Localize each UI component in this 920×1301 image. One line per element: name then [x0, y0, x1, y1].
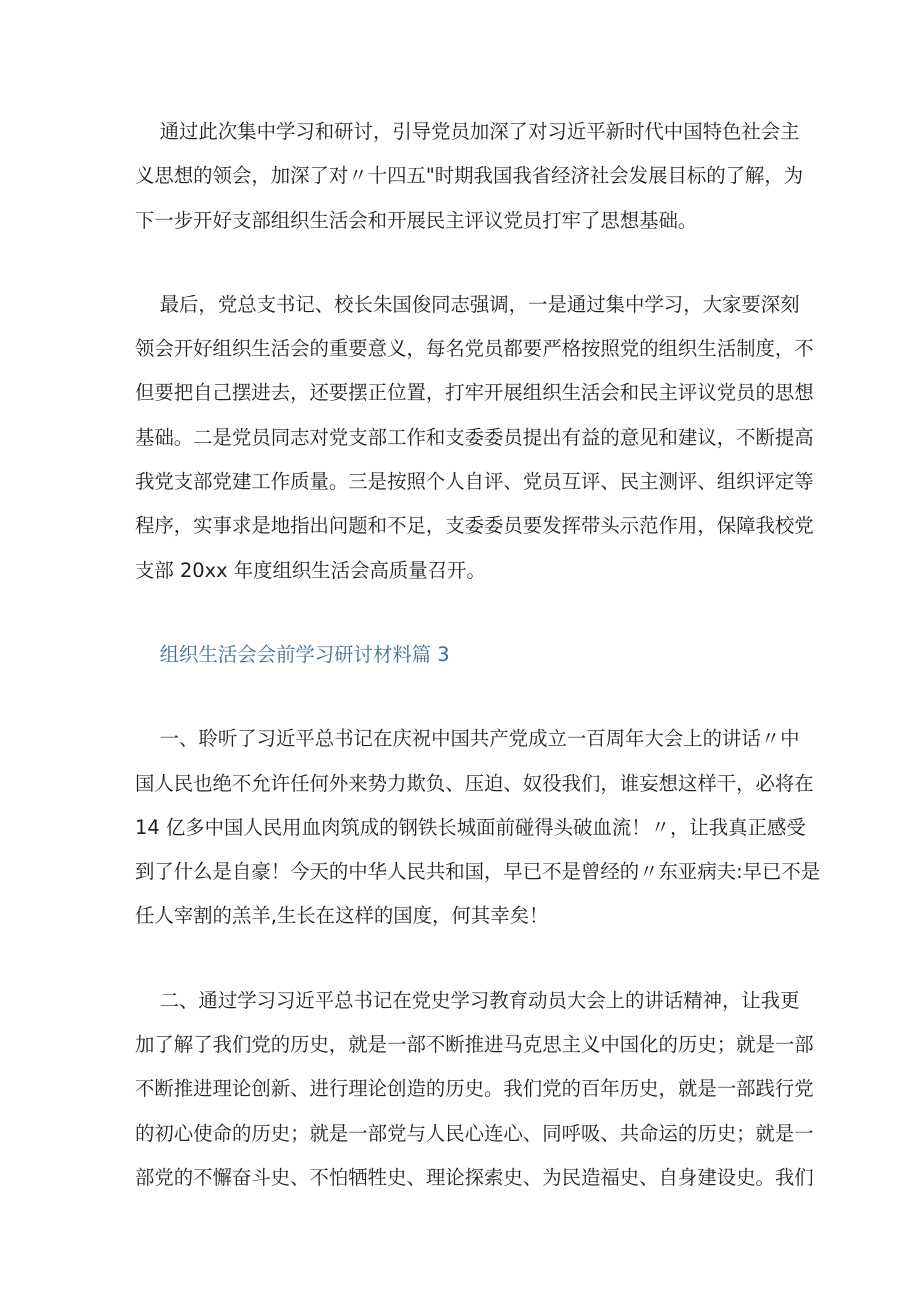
paragraph	[135, 979, 814, 1200]
paragraph-line: 的初心使命的历史；就是一部党与人民心连心、同呼吸、共命运的历史；就是一	[135, 1121, 814, 1145]
paragraph-line: 任人宰割的羔羊,生长在这样的国度，何其幸矣！	[135, 904, 549, 928]
paragraph-spacer	[135, 677, 785, 717]
paragraph-line: 国人民也绝不允许任何外来势力欺负、压迫、奴役我们，谁妄想这样干，必将在	[135, 771, 814, 795]
paragraph-line: 义思想的领会，加深了对〃十四五"时期我国我省经济社会发展目标的了解，为	[135, 164, 804, 188]
paragraph-line: 到了什么是自豪！今天的中华人民共和国，早已不是曾经的〃东亚病夫:早已不是	[135, 860, 821, 884]
paragraph-spacer	[135, 243, 785, 283]
paragraph-line: 不断推进理论创新、进行理论创造的历史。我们党的百年历史，就是一部践行党	[135, 1077, 814, 1101]
paragraph-line: 加了解了我们党的历史，就是一部不断推进马克思主义中国化的历史；就是一部	[135, 1033, 814, 1057]
paragraph-line: 程序，实事求是地指出问题和不足，支委委员要发挥带头示范作用，保障我校党	[135, 514, 814, 538]
paragraph-spacer	[135, 593, 785, 633]
paragraph	[135, 110, 804, 243]
paragraph	[135, 717, 821, 938]
paragraph-line: 领会开好组织生活会的重要意义，每名党员都要严格按照党的组织生活制度，不	[135, 337, 814, 361]
paragraph-line: 一、聆听了习近平总书记在庆祝中国共产党成立一百周年大会上的讲话〃中	[135, 727, 800, 751]
paragraph-line: 下一步开好支部组织生活会和开展民主评议党员打牢了思想基础。	[135, 208, 698, 232]
paragraph-line: 基础。二是党员同志对党支部工作和支委委员提出有益的意见和建议，不断提高	[135, 425, 814, 449]
paragraph-line: 但要把自己摆进去，还要摆正位置，打牢开展组织生活会和民主评议党员的思想	[135, 381, 814, 405]
paragraph-line: 通过此次集中学习和研讨，引导党员加深了对习近平新时代中国特色社会主	[135, 120, 800, 143]
section-heading	[135, 633, 785, 677]
document-body	[135, 110, 821, 1200]
paragraph	[135, 283, 814, 593]
paragraph-line: 二、通过学习习近平总书记在党史学习教育动员大会上的讲话精神，让我更	[135, 988, 800, 1012]
paragraph-line: 支部 20xx 年度组织生活会高质量召开。	[135, 558, 486, 582]
paragraph-spacer	[135, 939, 785, 979]
heading-text: 组织生活会会前学习研讨材料篇 3	[135, 642, 450, 666]
paragraph-line: 14 亿多中国人民用血肉筑成的钢铁长城面前碰得头破血流！〃，让我真正感受	[135, 815, 806, 839]
paragraph-line: 部党的不懈奋斗史、不怕牺牲史、理论探索史、为民造福史、自身建设史。我们	[135, 1165, 814, 1189]
paragraph-line: 我党支部党建工作质量。三是按照个人自评、党员互评、民主测评、组织评定等	[135, 470, 814, 494]
paragraph-line: 最后，党总支书记、校长朱国俊同志强调，一是通过集中学习，大家要深刻	[135, 292, 800, 316]
